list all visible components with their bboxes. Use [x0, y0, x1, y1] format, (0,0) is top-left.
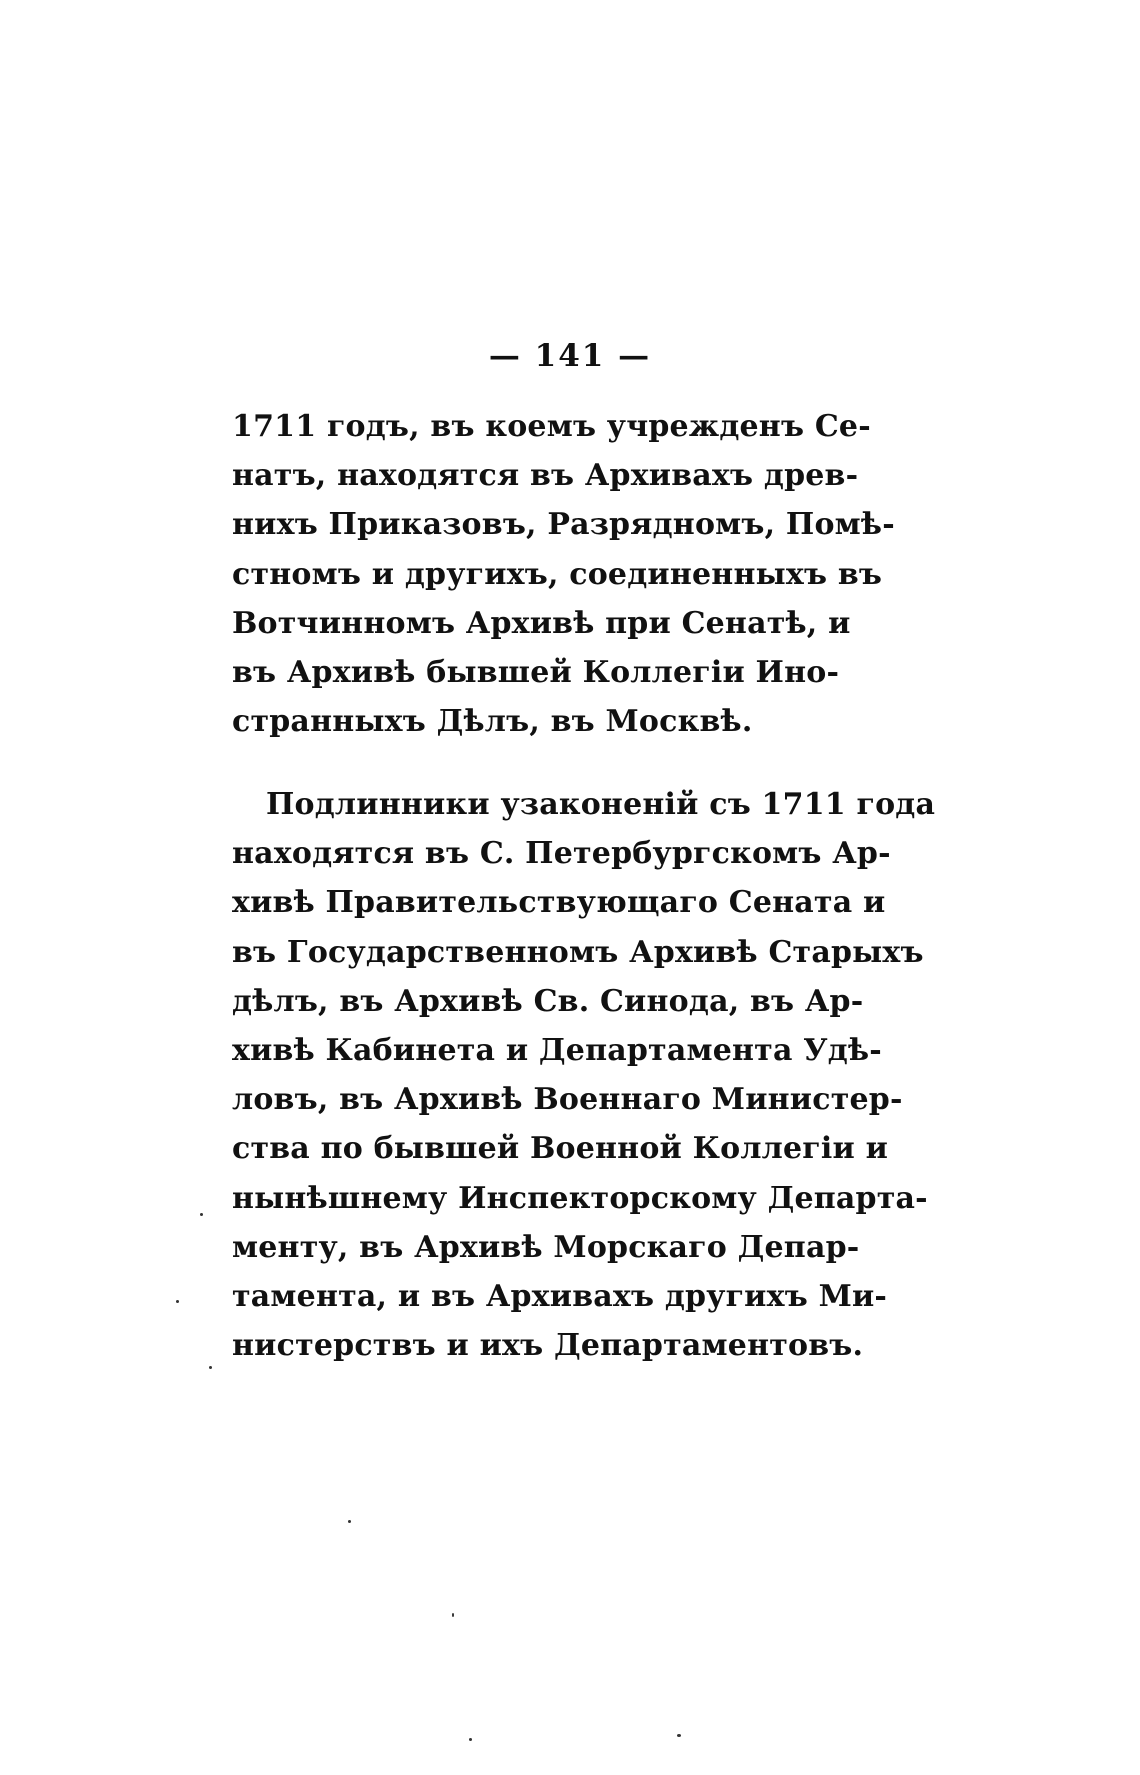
text-line: нынѣшнему Инспекторскому Департа-: [232, 1180, 928, 1216]
paragraph-2: [232, 780, 936, 1370]
text-line: въ Государственномъ Архивѣ Старыхъ: [232, 934, 924, 970]
text-line: странныхъ Дѣлъ, въ Москвѣ.: [232, 704, 753, 740]
scan-speck: [176, 1300, 179, 1303]
text-line: ловъ, въ Архивѣ Военнаго Министер-: [232, 1082, 903, 1118]
text-line: нистерствъ и ихъ Департаментовъ.: [232, 1328, 864, 1364]
text-line: въ Архивѣ бывшей Коллегіи Ино-: [232, 654, 840, 690]
text-line: тамента, и въ Архивахъ другихъ Ми-: [232, 1278, 888, 1314]
text-line: находятся въ С. Петербургскомъ Ар-: [232, 836, 891, 872]
paragraph-1: [232, 402, 895, 746]
text-line: 1711 годъ, въ коемъ учрежденъ Се-: [232, 409, 871, 444]
text-line: дѣлъ, въ Архивѣ Св. Синода, въ Ар-: [232, 983, 864, 1019]
scan-speck: [452, 1613, 454, 1617]
text-line: натъ, находятся въ Архивахъ древ-: [232, 458, 859, 494]
text-line: Подлинники узаконеній съ 1711 года: [266, 787, 936, 822]
text-line: Вотчинномъ Архивѣ при Сенатѣ, и: [232, 605, 851, 641]
scan-speck: [209, 1366, 212, 1369]
text-line: ства по бывшей Военной Коллегіи и: [232, 1131, 889, 1167]
text-line: хивѣ Правительствующаго Сената и: [232, 885, 886, 921]
scan-speck: [200, 1213, 203, 1216]
page-number: — 141 —: [488, 338, 652, 374]
text-line: менту, въ Архивѣ Морскаго Депар-: [232, 1229, 860, 1265]
scan-speck: [469, 1738, 472, 1741]
scan-speck: [348, 1520, 351, 1523]
scan-speck: [677, 1734, 681, 1737]
text-line: стномъ и другихъ, соединенныхъ въ: [232, 556, 883, 592]
text-line: хивѣ Кабинета и Департамента Удѣ-: [232, 1032, 882, 1068]
text-line: нихъ Приказовъ, Разрядномъ, Помѣ-: [232, 507, 895, 543]
